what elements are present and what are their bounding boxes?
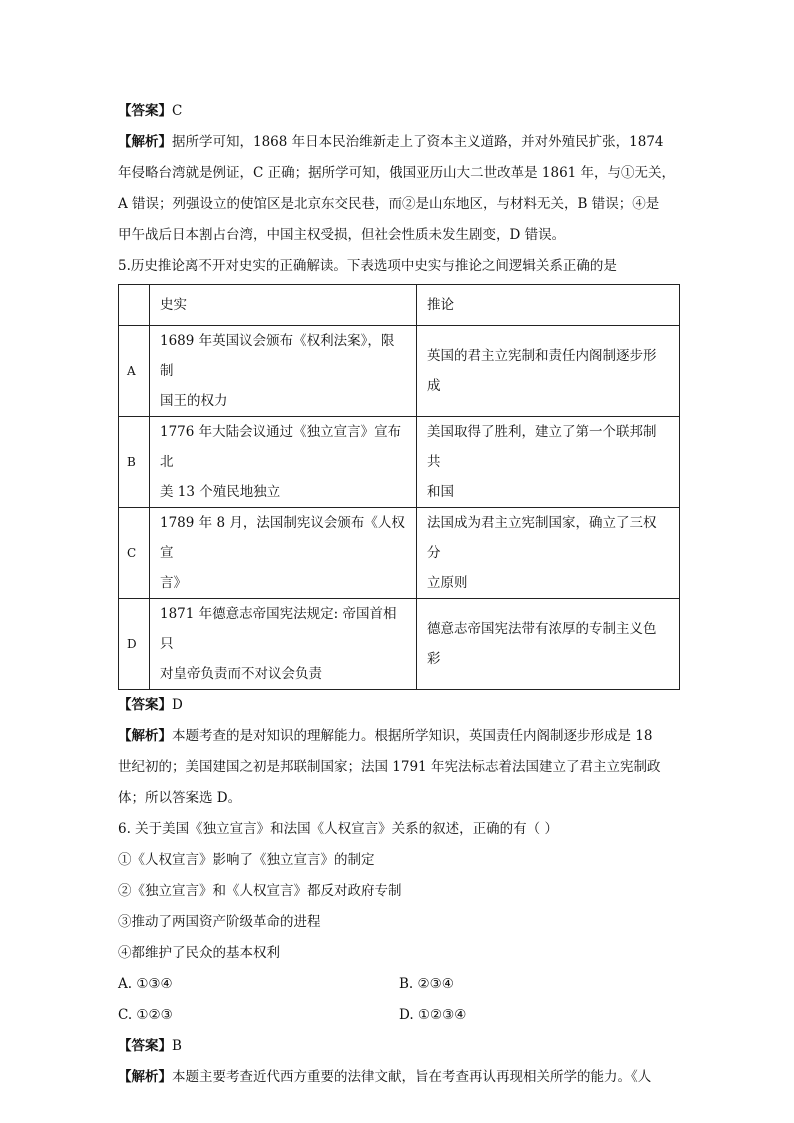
- table-header-cell: 史实: [150, 285, 417, 326]
- cell-line: 成: [427, 378, 441, 394]
- cell-line: 立原则: [427, 575, 468, 591]
- answer-tag: 【答案】: [118, 1038, 172, 1054]
- option-a: A. ①③④: [118, 976, 173, 992]
- analysis-tag: 【解析】: [118, 134, 172, 150]
- answer-line: [118, 96, 680, 127]
- question-6-item: ①《人权宣言》影响了《独立宣言》的制定: [118, 852, 375, 868]
- cell-line: 英国的君主立宪制和责任内阁制逐步形: [427, 348, 657, 364]
- answer-value: D: [172, 697, 183, 713]
- options-row: [118, 1000, 680, 1031]
- inference-cell: [417, 599, 680, 690]
- fact-cell: [150, 508, 417, 599]
- inference-cell: [417, 417, 680, 508]
- row-label: D: [119, 599, 150, 690]
- inference-cell: [417, 326, 680, 417]
- row-label: C: [119, 508, 150, 599]
- analysis-line: [118, 127, 680, 158]
- cell-line: 1871 年德意志帝国宪法规定: 帝国首相只: [160, 606, 397, 652]
- analysis-line: [118, 721, 680, 752]
- cell-line: 法国成为君主立宪制国家，确立了三权分: [427, 515, 657, 561]
- cell-line: 言》: [160, 575, 187, 591]
- option-c: C. ①②③: [118, 1007, 173, 1023]
- fact-cell: [150, 417, 417, 508]
- analysis-line: [118, 1062, 680, 1093]
- table-row: [119, 326, 680, 417]
- row-label: B: [119, 417, 150, 508]
- table-header-cell: 推论: [417, 285, 680, 326]
- answer-tag: 【答案】: [118, 103, 172, 119]
- answer-tag: 【答案】: [118, 697, 172, 713]
- answer-line: [118, 1031, 680, 1062]
- fact-cell: [150, 326, 417, 417]
- cell-line: 1689 年英国议会颁布《权利法案》，限制: [160, 333, 395, 379]
- table-row: [119, 599, 680, 690]
- question-6-item: ④都维护了民众的基本权利: [118, 945, 280, 961]
- option-d: D. ①②③④: [399, 1007, 467, 1023]
- cell-line: 和国: [427, 484, 454, 500]
- analysis-line: 世纪初的；美国建国之初是邦联制国家；法国 1791 年宪法标志着法国建立了君主立宪制政: [118, 759, 661, 775]
- question-6-item: ②《独立宣言》和《人权宣言》都反对政府专制: [118, 883, 402, 899]
- cell-line: 德意志帝国宪法带有浓厚的专制主义色: [427, 621, 657, 637]
- analysis-text: 据所学可知，1868 年日本民治维新走上了资本主义道路，并对外殖民扩张，1874: [172, 134, 664, 150]
- cell-line: 国王的权力: [160, 393, 228, 409]
- question-6-item: ③推动了两国资产阶级革命的进程: [118, 914, 321, 930]
- answer-value: C: [172, 103, 183, 119]
- analysis-text: 本题考查的是对知识的理解能力。根据所学知识，英国责任内阁制逐步形成是 18: [172, 728, 653, 744]
- analysis-line: A 错误；列强设立的使馆区是北京东交民巷，而②是山东地区，与材料无关，B 错误；④是: [118, 196, 660, 212]
- analysis-text: 本题主要考查近代西方重要的法律文献，旨在考查再认再现相关所学的能力。《人: [172, 1069, 652, 1085]
- document-page: [118, 96, 680, 1093]
- table-header-cell: [119, 285, 150, 326]
- answer-line: [118, 690, 680, 721]
- cell-line: 1789 年 8 月，法国制宪议会颁布《人权宣: [160, 515, 405, 561]
- analysis-tag: 【解析】: [118, 1069, 172, 1085]
- question-6-stem: 6. 关于美国《独立宣言》和法国《人权宣言》关系的叙述，正确的有（ ）: [118, 821, 558, 837]
- answer-value: B: [172, 1038, 182, 1054]
- fact-cell: [150, 599, 417, 690]
- cell-line: 对皇帝负责而不对议会负责: [160, 666, 322, 682]
- table-row: [119, 508, 680, 599]
- analysis-line: 体；所以答案选 D。: [118, 790, 242, 806]
- table-row: [119, 417, 680, 508]
- options-row: [118, 969, 680, 1000]
- cell-line: 1776 年大陆会议通过《独立宣言》宣布北: [160, 424, 402, 470]
- option-b: B. ②③④: [399, 976, 454, 992]
- row-label: A: [119, 326, 150, 417]
- table-header-row: [119, 285, 680, 326]
- analysis-line: 年侵略台湾就是例证，C 正确；据所学可知，俄国亚历山大二世改革是 1861 年，与①无关，: [118, 165, 676, 181]
- cell-line: 彩: [427, 651, 441, 667]
- analysis-tag: 【解析】: [118, 728, 172, 744]
- inference-cell: [417, 508, 680, 599]
- question-5-table: [118, 284, 680, 690]
- analysis-line: 甲午战后日本割占台湾，中国主权受损，但社会性质未发生剧变，D 错误。: [118, 227, 566, 243]
- cell-line: 美国取得了胜利，建立了第一个联邦制共: [427, 424, 657, 470]
- question-5-stem: 5.历史推论离不开对史实的正确解读。下表选项中史实与推论之间逻辑关系正确的是: [118, 258, 617, 274]
- cell-line: 美 13 个殖民地独立: [160, 484, 281, 500]
